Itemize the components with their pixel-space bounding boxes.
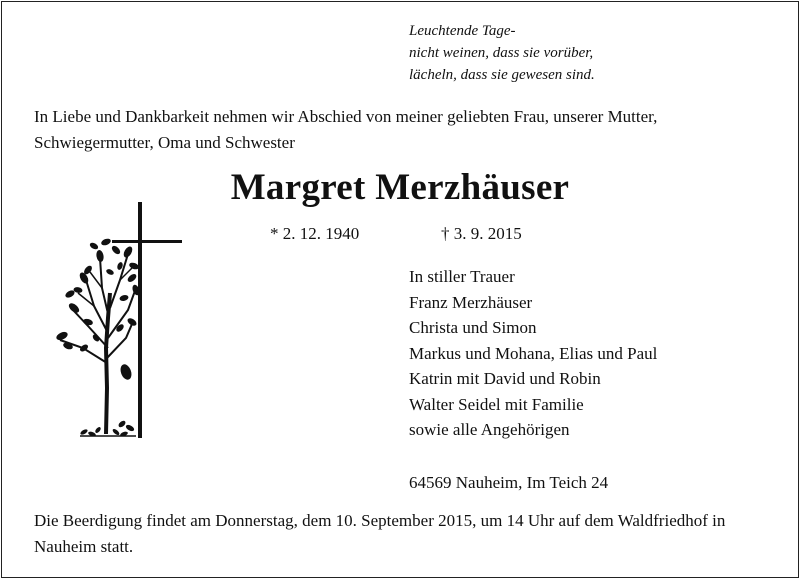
poem-line-3: lächeln, dass sie gewesen sind. xyxy=(409,67,595,83)
birth-date: * 2. 12. 1940 xyxy=(270,224,360,243)
poem-line-2: nicht weinen, dass sie vorüber, xyxy=(409,45,594,61)
funeral-notice: Die Beerdigung findet am Donnerstag, dem 10. September 2015, um 14 Uhr auf dem Waldfriedhof in Nauheim statt. xyxy=(34,511,726,556)
mourners-line-3: Christa und Simon xyxy=(409,318,537,337)
poem xyxy=(409,20,595,86)
mourners-line-2: Franz Merzhäuser xyxy=(409,292,533,312)
mourners-line-7: sowie alle Angehörigen xyxy=(409,420,570,439)
mourners-line-6: Walter Seidel mit Familie xyxy=(409,394,584,414)
deceased-name: Margret Merzhäuser xyxy=(230,167,570,208)
cross-and-tree-icon xyxy=(28,198,188,446)
address: 64569 Nauheim, Im Teich 24 xyxy=(409,473,609,492)
mourners-line-5: Katrin mit David und Robin xyxy=(409,369,601,388)
death-date: † 3. 9. 2015 xyxy=(441,224,522,243)
mourners-list xyxy=(409,264,657,443)
poem-line-1: Leuchtende Tage- xyxy=(409,23,516,39)
intro-text: In Liebe und Dankbarkeit nehmen wir Abschied von meiner geliebten Frau, unserer Mutter, Schwiegermutter, Oma und Schwester xyxy=(34,107,658,152)
mourners-line-1: In stiller Trauer xyxy=(409,267,515,286)
mourners-line-4: Markus und Mohana, Elias und Paul xyxy=(409,343,658,363)
